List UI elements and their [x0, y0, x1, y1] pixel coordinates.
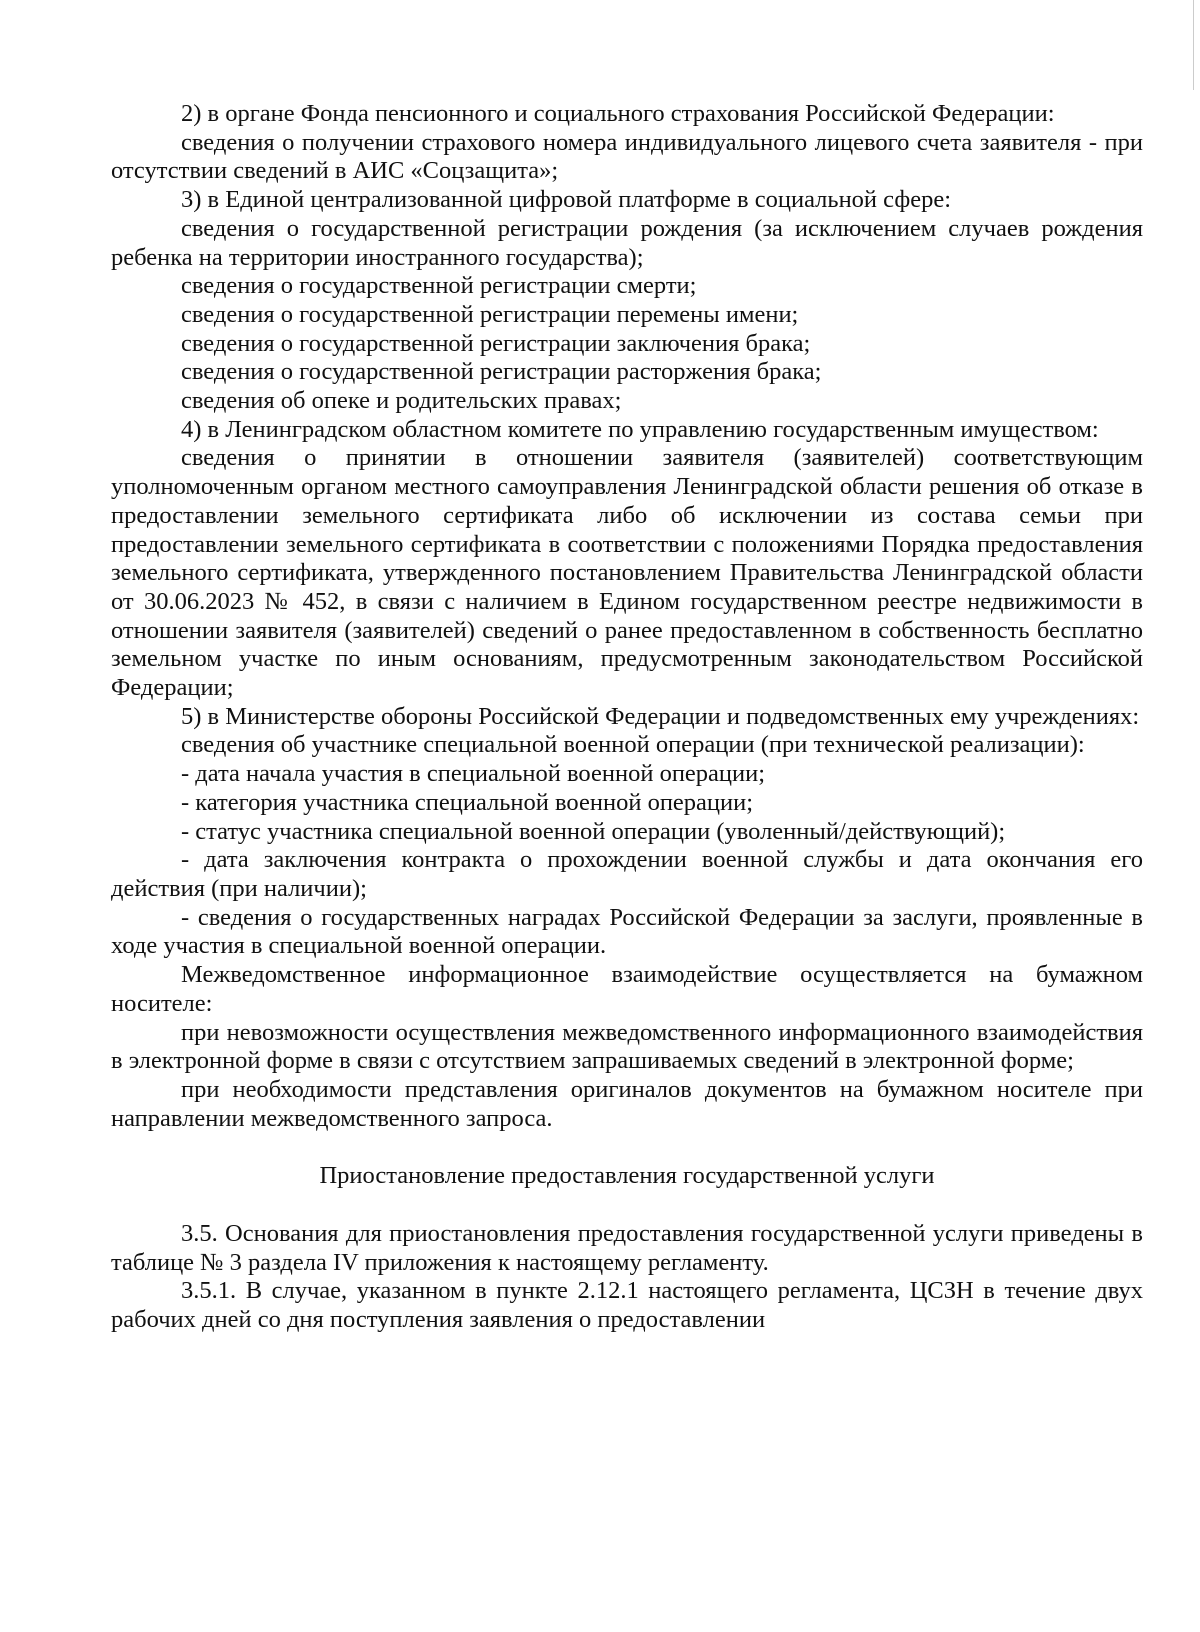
scan-edge-mark — [1193, 0, 1194, 90]
paragraph-marriage: сведения о государственной регистрации заключения брака; — [181, 329, 811, 357]
paragraph-digital-platform: 3) в Единой централизованной цифровой платформе в социальной сфере: — [181, 186, 952, 214]
paragraph-pension-fund: 2) в органе Фонда пенсионного и социального страхования Российской Федерации: — [181, 100, 1055, 127]
paragraph-guardianship: сведения об опеке и родительских правах; — [181, 387, 622, 415]
paragraph-divorce: сведения о государственной регистрации расторжения брака; — [181, 358, 822, 386]
paragraph-originals: при необходимости представления оригиналов документов на бумажном носителе при направлении межведомственного запроса. — [111, 1075, 1143, 1132]
paragraph-3-5: 3.5. Основания для приостановления предоставления государственной услуги приведены в таблице № 3 раздела IV приложения к настоящему регламенту. — [111, 1220, 1143, 1276]
paragraph-land-certificate: сведения о принятии в отношении заявителя (заявителей) соответствующим уполномоченным органом местного самоуправления Ленинградской области решения об отказе в предоставлении земельного сертификата либо об исключении из состава семьи при предоставлении земельного сертификата в соответствии с положениями Порядка предоставления земельного сертификата, утвержденного постановлением Правительства Ленинградской области от 30.06.2023 № 452, в связи с наличием в Едином государственном реестре недвижимости в отношении заявителя (заявителей) сведений о ранее предоставленном в собственность бесплатно земельном участке по иным основаниям, предусмотренным законодательством Российской Федерации; — [111, 444, 1143, 702]
paragraph-death-registration: сведения о государственной регистрации смерти; — [181, 272, 697, 300]
paragraph-property-committee: 4) в Ленинградском областном комитете по управлению государственным имуществом: — [181, 415, 1099, 443]
paragraph-3-5-1: 3.5.1. В случае, указанном в пункте 2.12.1 настоящего регламента, ЦСЗН в течение двух рабочих дней со дня поступления заявления о предоставлении — [111, 1277, 1143, 1334]
paragraph-svo-participant: сведения об участнике специальной военной операции (при технической реализации): — [181, 731, 1085, 759]
paragraph-snils-info: сведения о получении страхового номера индивидуального лицевого счета заявителя - при отсутствии сведений в АИС «Соцзащита»; — [111, 128, 1143, 185]
paragraph-no-electronic: при невозможности осуществления межведомственного информационного взаимодействия в электронной форме в связи с отсутствием запрашиваемых сведений в электронной форме; — [111, 1018, 1143, 1075]
list-item-start-date: - дата начала участия в специальной военной операции; — [181, 760, 766, 788]
paragraph-paper-interaction: Межведомственное информационное взаимодействие осуществляется на бумажном носителе: — [111, 961, 1143, 1017]
list-item-status: - статус участника специальной военной операции (уволенный/действующий); — [181, 817, 1006, 845]
list-item-awards: - сведения о государственных наградах Российской Федерации за заслуги, проявленные в ходе участия в специальной военной операции. — [111, 903, 1143, 960]
paragraph-name-change: сведения о государственной регистрации перемены имени; — [181, 300, 799, 328]
paragraph-defense-ministry: 5) в Министерстве обороны Российской Федерации и подведомственных ему учреждениях: — [181, 702, 1140, 730]
list-item-contract: - дата заключения контракта о прохождении военной службы и дата окончания его действия (при наличии); — [111, 846, 1143, 902]
section-heading: Приостановление предоставления государственной услуги — [319, 1162, 935, 1190]
paragraph-birth-registration: сведения о государственной регистрации рождения (за исключением случаев рождения ребенка на территории иностранного государства); — [111, 214, 1143, 271]
list-item-category: - категория участника специальной военной операции; — [181, 788, 754, 816]
